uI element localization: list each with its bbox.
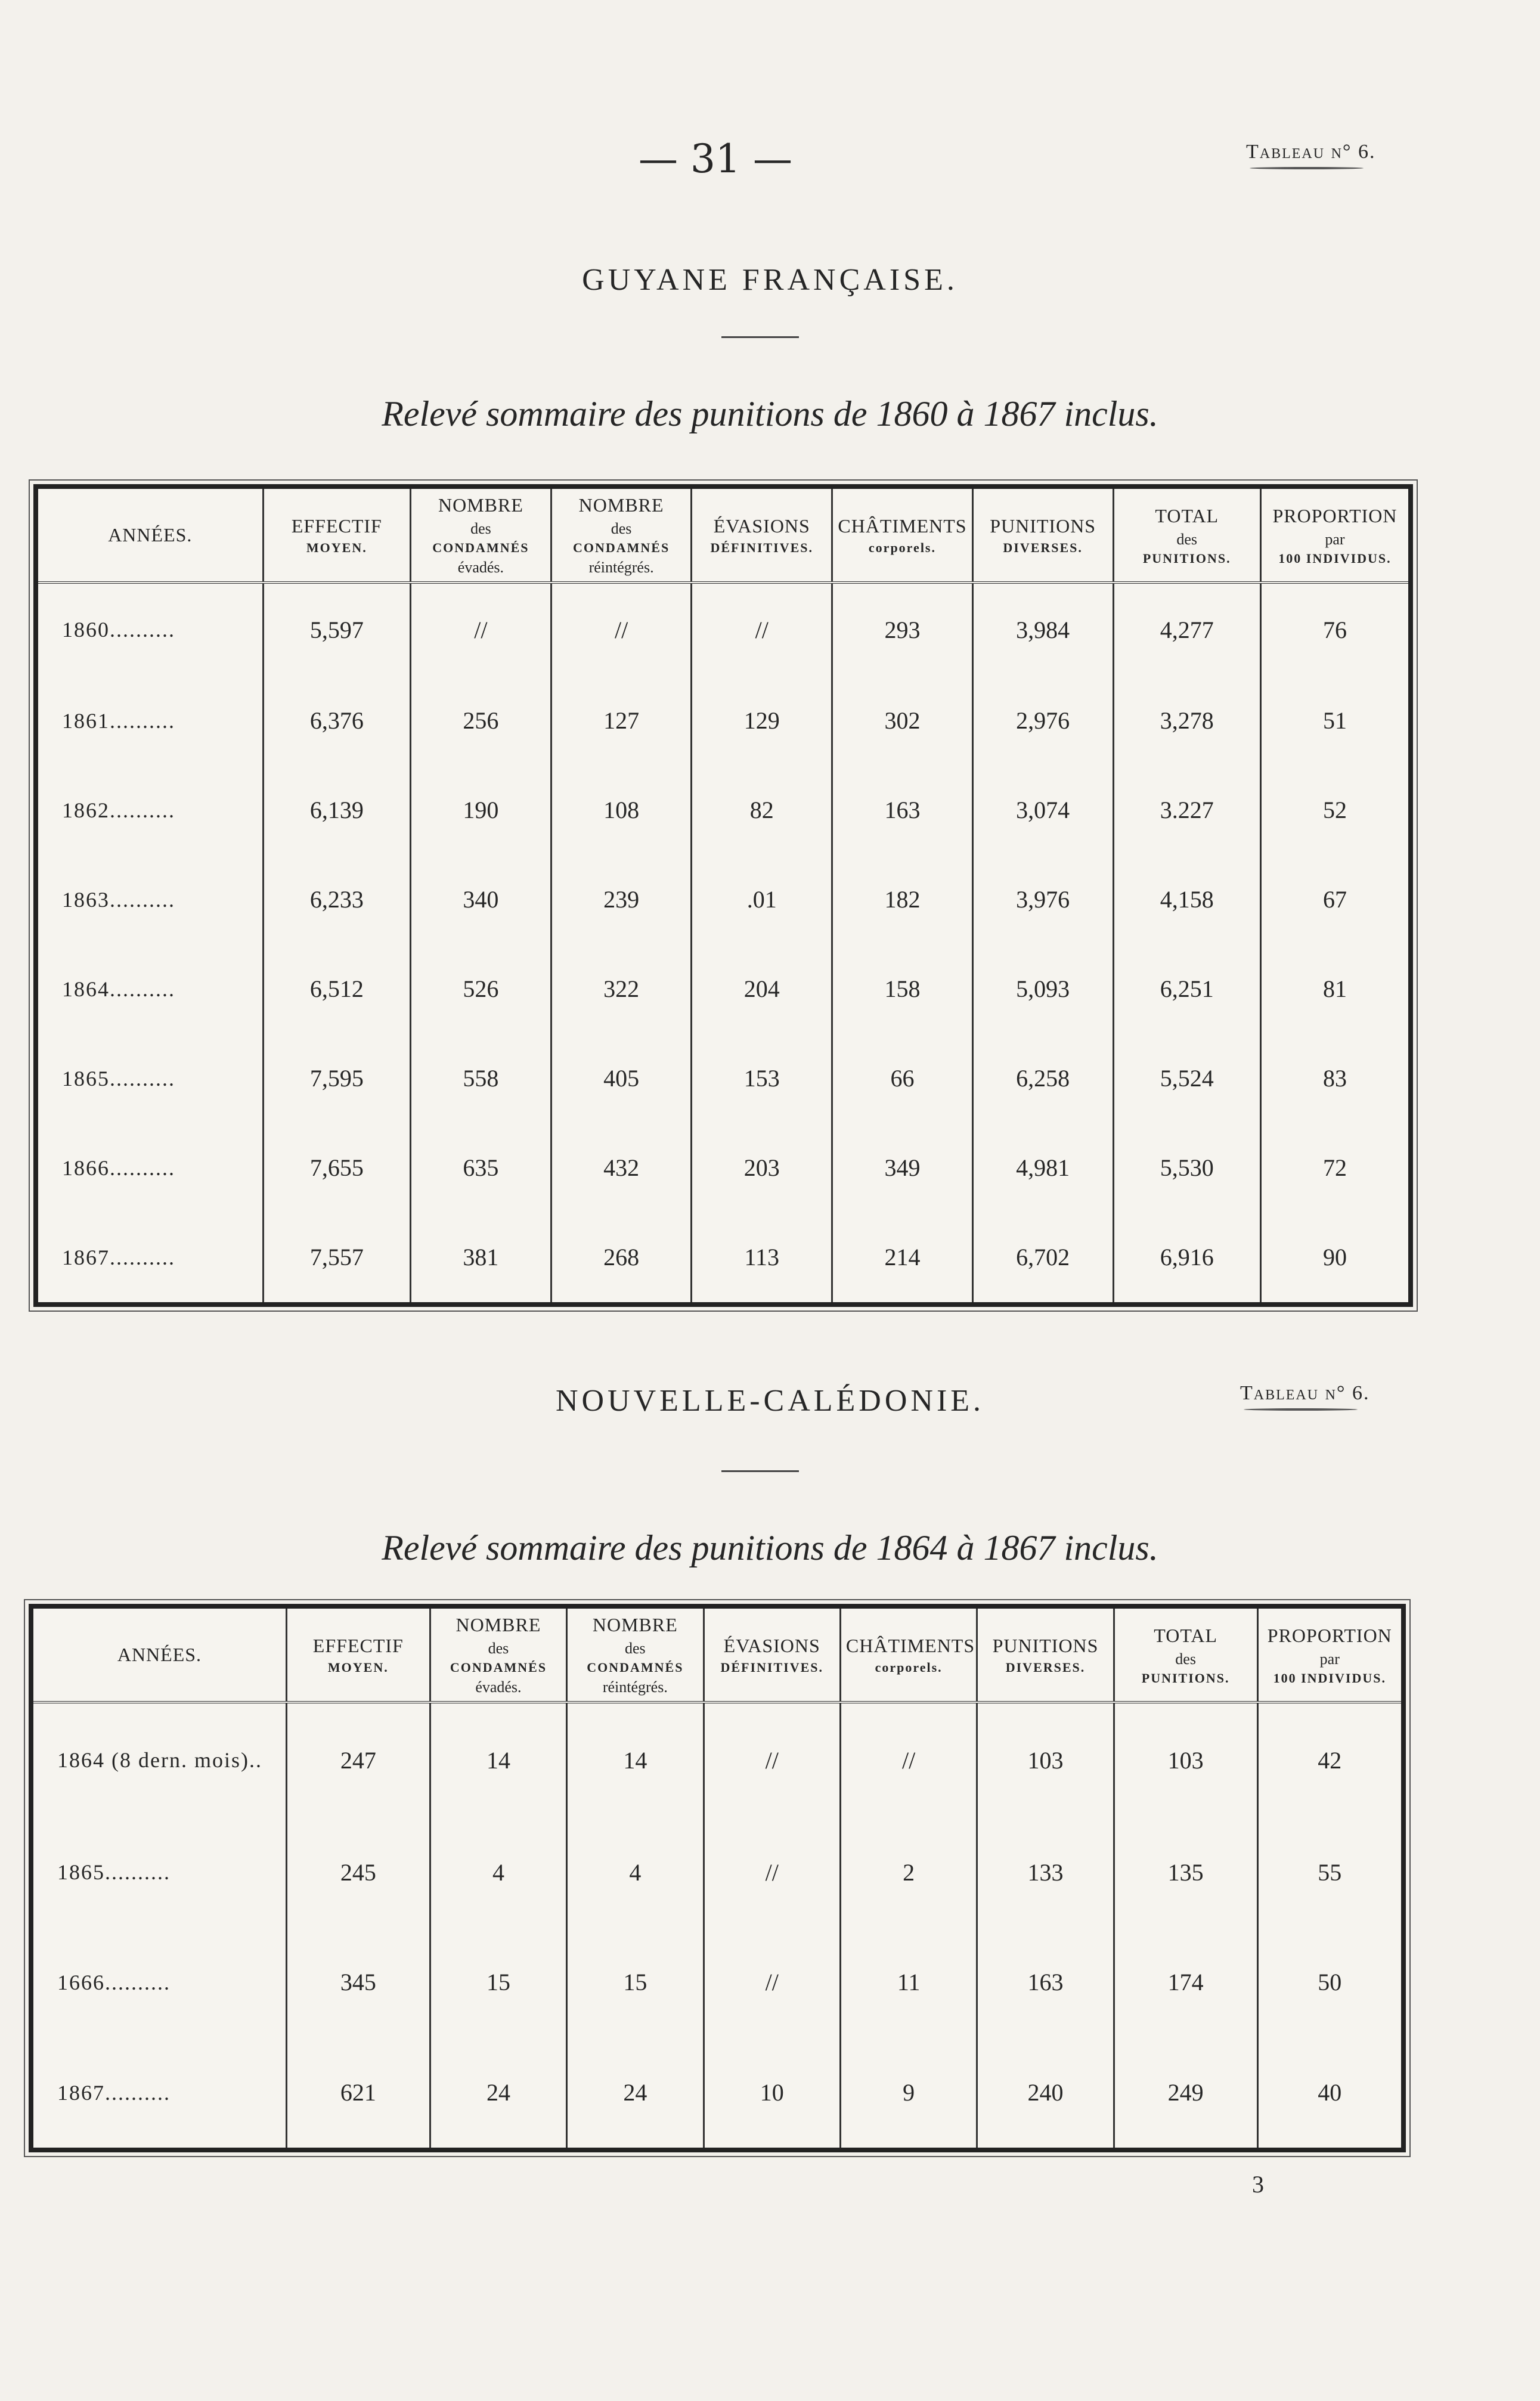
value-cell: 133 bbox=[977, 1817, 1114, 1928]
value-cell: 293 bbox=[832, 583, 973, 676]
value-cell: 14 bbox=[430, 1702, 566, 1817]
value-cell: 6,251 bbox=[1113, 944, 1260, 1034]
table-row bbox=[33, 1817, 1401, 1928]
value-cell: 4,158 bbox=[1113, 855, 1260, 944]
column-header bbox=[1114, 1609, 1257, 1702]
header-sub1: des bbox=[1176, 530, 1198, 548]
header-main: EFFECTIF bbox=[291, 515, 382, 537]
header-main: NOMBRE bbox=[578, 494, 664, 516]
value-cell: 76 bbox=[1260, 583, 1408, 676]
section-subtitle-guyane: Relevé sommaire des punitions de 1860 à 1867 inclus. bbox=[382, 394, 1158, 433]
header-sub2: corporels. bbox=[875, 1660, 943, 1675]
header-main: CHÂTIMENTS bbox=[845, 1635, 975, 1657]
value-cell: 14 bbox=[567, 1702, 704, 1817]
value-cell: 83 bbox=[1260, 1034, 1408, 1123]
value-cell: 4,277 bbox=[1113, 583, 1260, 676]
value-cell: 90 bbox=[1260, 1213, 1408, 1302]
value-cell: 82 bbox=[692, 766, 832, 855]
value-cell: 340 bbox=[411, 855, 551, 944]
column-header bbox=[286, 1609, 430, 1702]
value-cell: 405 bbox=[551, 1034, 692, 1123]
section-subtitle-caledonie: Relevé sommaire des punitions de 1864 à 1867 inclus. bbox=[382, 1528, 1158, 1567]
year-cell: 1867.......... bbox=[57, 2080, 171, 2105]
column-header bbox=[1257, 1609, 1401, 1702]
year-cell: 1865.......... bbox=[57, 1860, 171, 1885]
header-sub2: CONDAMNÉS bbox=[587, 1660, 684, 1675]
value-cell: // bbox=[411, 583, 551, 676]
year-cell: 1864 (8 dern. mois).. bbox=[57, 1748, 262, 1773]
header-sub2: MOYEN. bbox=[306, 540, 367, 556]
header-sub2: DIVERSES. bbox=[1003, 540, 1083, 556]
column-header bbox=[567, 1609, 704, 1702]
value-cell: 3,074 bbox=[972, 766, 1113, 855]
title-separator bbox=[721, 336, 799, 338]
header-sub3: évadés. bbox=[475, 1678, 522, 1696]
value-cell: 129 bbox=[692, 676, 832, 766]
value-cell: 7,655 bbox=[263, 1123, 410, 1213]
table-reference-label: Tableau n° 6. bbox=[1246, 141, 1376, 163]
table-row bbox=[38, 944, 1408, 1034]
header-main: EFFECTIF bbox=[312, 1635, 404, 1657]
year-cell: 1867.......... bbox=[62, 1245, 175, 1269]
header-sub1: des bbox=[488, 1640, 509, 1658]
table-reference-2 bbox=[1240, 1382, 1370, 1411]
value-cell: 40 bbox=[1257, 2037, 1401, 2148]
table-row bbox=[38, 1034, 1408, 1123]
value-cell: 135 bbox=[1114, 1817, 1257, 1928]
value-cell: 6,376 bbox=[263, 676, 410, 766]
year-cell: 1864.......... bbox=[62, 977, 175, 1001]
value-cell: 153 bbox=[692, 1034, 832, 1123]
value-cell: 182 bbox=[832, 855, 973, 944]
value-cell: // bbox=[840, 1702, 977, 1817]
value-cell: 345 bbox=[286, 1927, 430, 2037]
decorative-underline bbox=[1250, 167, 1364, 169]
column-header bbox=[411, 489, 551, 583]
value-cell: 432 bbox=[551, 1123, 692, 1213]
header-sub2: CONDAMNÉS bbox=[572, 540, 670, 556]
header-sub1: par bbox=[1325, 530, 1345, 548]
value-cell: 127 bbox=[551, 676, 692, 766]
header-sub2: PUNITIONS. bbox=[1141, 1670, 1230, 1686]
column-header bbox=[704, 1609, 840, 1702]
value-cell: 5,530 bbox=[1113, 1123, 1260, 1213]
value-cell: 302 bbox=[832, 676, 973, 766]
value-cell: 103 bbox=[1114, 1702, 1257, 1817]
header-sub2: DIVERSES. bbox=[1005, 1660, 1086, 1675]
value-cell: 52 bbox=[1260, 766, 1408, 855]
header-main: ANNÉES. bbox=[117, 1643, 202, 1665]
year-cell: 1861.......... bbox=[62, 708, 175, 733]
header-sub1: des bbox=[470, 520, 491, 538]
table-row bbox=[33, 1702, 1401, 1817]
value-cell: 2 bbox=[840, 1817, 977, 1928]
header-main: NOMBRE bbox=[456, 1614, 541, 1635]
header-main: PROPORTION bbox=[1267, 1624, 1392, 1646]
column-header bbox=[38, 489, 263, 583]
value-cell: 50 bbox=[1257, 1927, 1401, 2037]
folio-number: 3 bbox=[1252, 2171, 1264, 2198]
value-cell: 103 bbox=[977, 1702, 1114, 1817]
value-cell: // bbox=[704, 1702, 840, 1817]
value-cell: 7,595 bbox=[263, 1034, 410, 1123]
table-row bbox=[38, 583, 1408, 676]
header-sub2: corporels. bbox=[868, 540, 936, 556]
header-main: ÉVASIONS bbox=[723, 1635, 820, 1657]
column-header bbox=[1260, 489, 1408, 583]
value-cell: 108 bbox=[551, 766, 692, 855]
table-row bbox=[38, 1123, 1408, 1213]
header-sub3: réintégrés. bbox=[588, 558, 654, 576]
header-main: PROPORTION bbox=[1272, 504, 1398, 526]
value-cell: 256 bbox=[411, 676, 551, 766]
table-row bbox=[38, 1213, 1408, 1302]
value-cell: 203 bbox=[692, 1123, 832, 1213]
value-cell: 240 bbox=[977, 2037, 1114, 2148]
table-reference-1 bbox=[1246, 141, 1376, 169]
header-main: TOTAL bbox=[1154, 1624, 1217, 1646]
header-sub1: des bbox=[625, 1640, 646, 1658]
value-cell: 158 bbox=[832, 944, 973, 1034]
value-cell: 2,976 bbox=[972, 676, 1113, 766]
value-cell: 190 bbox=[411, 766, 551, 855]
header-main: ANNÉES. bbox=[108, 523, 193, 546]
value-cell: 239 bbox=[551, 855, 692, 944]
value-cell: 3,976 bbox=[972, 855, 1113, 944]
value-cell: 5,524 bbox=[1113, 1034, 1260, 1123]
table-row bbox=[33, 2037, 1401, 2148]
column-header bbox=[972, 489, 1113, 583]
header-sub2: DÉFINITIVES. bbox=[720, 1660, 823, 1675]
value-cell: 72 bbox=[1260, 1123, 1408, 1213]
column-header bbox=[692, 489, 832, 583]
value-cell: 66 bbox=[832, 1034, 973, 1123]
year-cell: 1860.......... bbox=[62, 618, 175, 642]
value-cell: 268 bbox=[551, 1213, 692, 1302]
value-cell: 163 bbox=[977, 1927, 1114, 2037]
year-cell: 1863.......... bbox=[62, 887, 175, 912]
value-cell: 247 bbox=[286, 1702, 430, 1817]
column-header bbox=[263, 489, 410, 583]
year-cell: 1866.......... bbox=[62, 1155, 175, 1180]
value-cell: 67 bbox=[1260, 855, 1408, 944]
header-sub2: DÉFINITIVES. bbox=[710, 540, 814, 556]
table-row bbox=[38, 766, 1408, 855]
header-sub3: réintégrés. bbox=[602, 1678, 668, 1696]
header-main: NOMBRE bbox=[592, 1614, 678, 1635]
value-cell: 635 bbox=[411, 1123, 551, 1213]
value-cell: 3.227 bbox=[1113, 766, 1260, 855]
value-cell: 3,984 bbox=[972, 583, 1113, 676]
table-reference-label: Tableau n° 6. bbox=[1240, 1382, 1370, 1404]
value-cell: // bbox=[551, 583, 692, 676]
title-separator bbox=[721, 1470, 799, 1472]
column-header bbox=[430, 1609, 566, 1702]
header-main: PUNITIONS bbox=[992, 1635, 1099, 1657]
value-cell: 15 bbox=[567, 1927, 704, 2037]
year-cell: 1862.......... bbox=[62, 798, 175, 822]
value-cell: 322 bbox=[551, 944, 692, 1034]
value-cell: .01 bbox=[692, 855, 832, 944]
value-cell: // bbox=[704, 1817, 840, 1928]
punitions-table-caledonie bbox=[29, 1604, 1406, 2152]
value-cell: 249 bbox=[1114, 2037, 1257, 2148]
header-main: CHÂTIMENTS bbox=[838, 515, 967, 537]
value-cell: 4 bbox=[567, 1817, 704, 1928]
punitions-table-guyane bbox=[33, 484, 1413, 1307]
table-row bbox=[33, 1927, 1401, 2037]
value-cell: 214 bbox=[832, 1213, 973, 1302]
value-cell: // bbox=[692, 583, 832, 676]
value-cell: 558 bbox=[411, 1034, 551, 1123]
value-cell: 6,702 bbox=[972, 1213, 1113, 1302]
value-cell: 81 bbox=[1260, 944, 1408, 1034]
header-main: PUNITIONS bbox=[990, 515, 1096, 537]
value-cell: 381 bbox=[411, 1213, 551, 1302]
value-cell: 55 bbox=[1257, 1817, 1401, 1928]
header-main: TOTAL bbox=[1155, 504, 1219, 526]
year-cell: 1865.......... bbox=[62, 1066, 175, 1090]
year-cell: 1666.......... bbox=[57, 1970, 171, 1994]
header-sub2: CONDAMNÉS bbox=[432, 540, 529, 556]
value-cell: 6,512 bbox=[263, 944, 410, 1034]
value-cell: 5,093 bbox=[972, 944, 1113, 1034]
column-header bbox=[1113, 489, 1260, 583]
header-sub3: évadés. bbox=[457, 558, 504, 576]
header-sub1: par bbox=[1319, 1650, 1340, 1668]
value-cell: 24 bbox=[430, 2037, 566, 2148]
value-cell: 6,916 bbox=[1113, 1213, 1260, 1302]
column-header bbox=[33, 1609, 286, 1702]
section-title-caledonie: NOUVELLE-CALÉDONIE. bbox=[555, 1384, 985, 1418]
header-main: NOMBRE bbox=[438, 494, 523, 516]
column-header bbox=[840, 1609, 977, 1702]
header-sub2: MOYEN. bbox=[327, 1660, 389, 1675]
table-row bbox=[38, 676, 1408, 766]
header-sub2: CONDAMNÉS bbox=[450, 1660, 547, 1675]
value-cell: 6,233 bbox=[263, 855, 410, 944]
header-sub1: des bbox=[611, 520, 632, 538]
page-number: — 31 — bbox=[639, 136, 792, 182]
value-cell: 4 bbox=[430, 1817, 566, 1928]
column-header bbox=[551, 489, 692, 583]
value-cell: 174 bbox=[1114, 1927, 1257, 2037]
header-sub2: PUNITIONS. bbox=[1142, 550, 1231, 566]
table-header-row bbox=[33, 1609, 1401, 1702]
value-cell: 3,278 bbox=[1113, 676, 1260, 766]
value-cell: 4,981 bbox=[972, 1123, 1113, 1213]
header-sub2: 100 INDIVIDUS. bbox=[1278, 550, 1392, 566]
value-cell: 11 bbox=[840, 1927, 977, 2037]
value-cell: 15 bbox=[430, 1927, 566, 2037]
table-guyane bbox=[38, 489, 1408, 1302]
value-cell: 51 bbox=[1260, 676, 1408, 766]
table-caledonie bbox=[33, 1609, 1401, 2148]
value-cell: 9 bbox=[840, 2037, 977, 2148]
decorative-underline bbox=[1244, 1408, 1358, 1411]
value-cell: 6,258 bbox=[972, 1034, 1113, 1123]
table-row bbox=[38, 855, 1408, 944]
value-cell: 42 bbox=[1257, 1702, 1401, 1817]
value-cell: // bbox=[704, 1927, 840, 2037]
column-header bbox=[977, 1609, 1114, 1702]
value-cell: 621 bbox=[286, 2037, 430, 2148]
value-cell: 163 bbox=[832, 766, 973, 855]
column-header bbox=[832, 489, 973, 583]
header-main: ÉVASIONS bbox=[713, 515, 810, 537]
header-sub2: 100 INDIVIDUS. bbox=[1273, 1670, 1386, 1686]
value-cell: 245 bbox=[286, 1817, 430, 1928]
section-title-guyane: GUYANE FRANÇAISE. bbox=[582, 263, 958, 297]
value-cell: 24 bbox=[567, 2037, 704, 2148]
table-header-row bbox=[38, 489, 1408, 583]
value-cell: 349 bbox=[832, 1123, 973, 1213]
value-cell: 7,557 bbox=[263, 1213, 410, 1302]
value-cell: 6,139 bbox=[263, 766, 410, 855]
header-sub1: des bbox=[1175, 1650, 1196, 1668]
value-cell: 5,597 bbox=[263, 583, 410, 676]
value-cell: 10 bbox=[704, 2037, 840, 2148]
value-cell: 204 bbox=[692, 944, 832, 1034]
value-cell: 526 bbox=[411, 944, 551, 1034]
value-cell: 113 bbox=[692, 1213, 832, 1302]
